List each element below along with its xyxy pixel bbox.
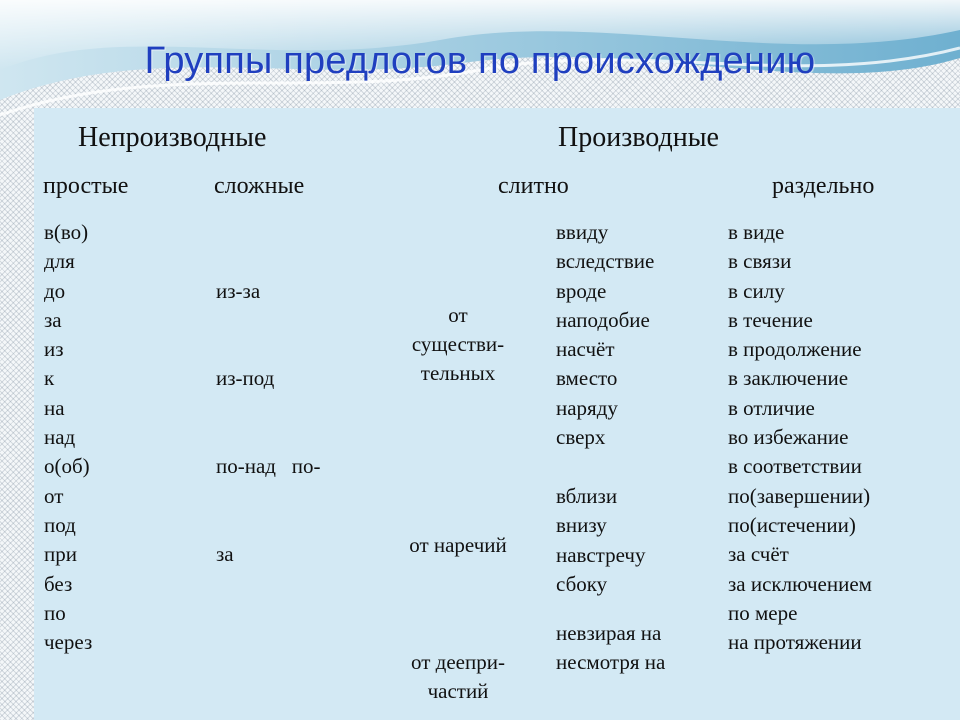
list-item: под: [44, 512, 76, 537]
list-item: к: [44, 366, 55, 391]
origin-participles: [378, 648, 538, 706]
list-item: вблизи: [556, 484, 618, 508]
list-item: по(истечении): [728, 512, 856, 537]
simple-prepositions-list: [44, 218, 92, 657]
list-item: при: [44, 542, 77, 567]
list-item: из-за: [216, 278, 261, 303]
origin-line: тельных: [420, 361, 496, 385]
list-item: за: [44, 307, 62, 332]
compound-prepositions-list: [216, 218, 320, 628]
list-item: в продолжение: [728, 337, 862, 362]
page-title: Группы предлогов по происхождению: [144, 40, 816, 82]
fused-participles-list: [556, 619, 665, 678]
list-item: через: [44, 630, 93, 655]
list-item: по-над по-: [216, 454, 321, 479]
subheader-compound: сложные: [214, 173, 305, 199]
origin-line: от деепри-: [411, 650, 505, 674]
origin-adverbs: от наречий: [409, 533, 507, 557]
separate-prepositions-list: [728, 218, 872, 657]
list-item: по: [44, 600, 66, 625]
list-item: в соответствии: [728, 454, 862, 479]
list-item: наподобие: [556, 307, 650, 332]
list-item: над: [44, 425, 76, 450]
fused-adverbs-list: [556, 482, 645, 599]
list-item: на: [44, 395, 65, 420]
list-item: за счёт: [728, 542, 789, 567]
list-item: внизу: [556, 513, 607, 538]
subheader-fused: слитно: [498, 173, 569, 199]
list-item: от: [44, 483, 64, 508]
list-item: невзирая на: [556, 621, 662, 645]
list-item: наряду: [556, 395, 618, 420]
list-item: в связи: [728, 249, 792, 274]
list-item: в виде: [728, 220, 785, 244]
list-item: без: [44, 571, 73, 596]
list-item: из-под: [216, 366, 275, 391]
list-item: в(во): [44, 220, 89, 244]
list-item: по(завершении): [728, 483, 871, 508]
list-item: о(об): [44, 454, 90, 479]
list-item: сверх: [556, 425, 606, 450]
list-item: в течение: [728, 307, 813, 332]
subheader-simple: простые: [43, 173, 129, 199]
list-item: за: [216, 542, 234, 567]
origin-nouns: [378, 301, 538, 388]
list-item: навстречу: [556, 542, 646, 567]
list-item: за исключением: [728, 571, 872, 596]
prepositions-table: [34, 108, 960, 720]
header-nonderived: Непроизводные: [78, 122, 267, 153]
list-item: в заключение: [728, 366, 849, 391]
list-item: в отличие: [728, 395, 815, 420]
list-item: по мере: [728, 600, 798, 625]
list-item: из: [44, 337, 64, 362]
list-item: вроде: [556, 278, 607, 303]
list-item: сбоку: [556, 571, 608, 596]
list-item: вследствие: [556, 249, 655, 274]
list-item: на протяжении: [728, 630, 862, 655]
origin-line: от: [448, 303, 468, 327]
list-item: во избежание: [728, 425, 849, 450]
fused-nouns-list: [556, 218, 654, 452]
header-derived: Производные: [558, 122, 719, 153]
list-item: ввиду: [556, 220, 609, 244]
list-item: несмотря на: [556, 650, 666, 675]
list-item: до: [44, 278, 66, 303]
subheader-separate: раздельно: [772, 173, 875, 199]
list-item: насчёт: [556, 337, 615, 362]
origin-line: частий: [427, 679, 489, 703]
list-item: в силу: [728, 278, 785, 303]
list-item: вместо: [556, 366, 618, 391]
list-item: для: [44, 249, 75, 274]
origin-line: существи-: [411, 332, 505, 356]
